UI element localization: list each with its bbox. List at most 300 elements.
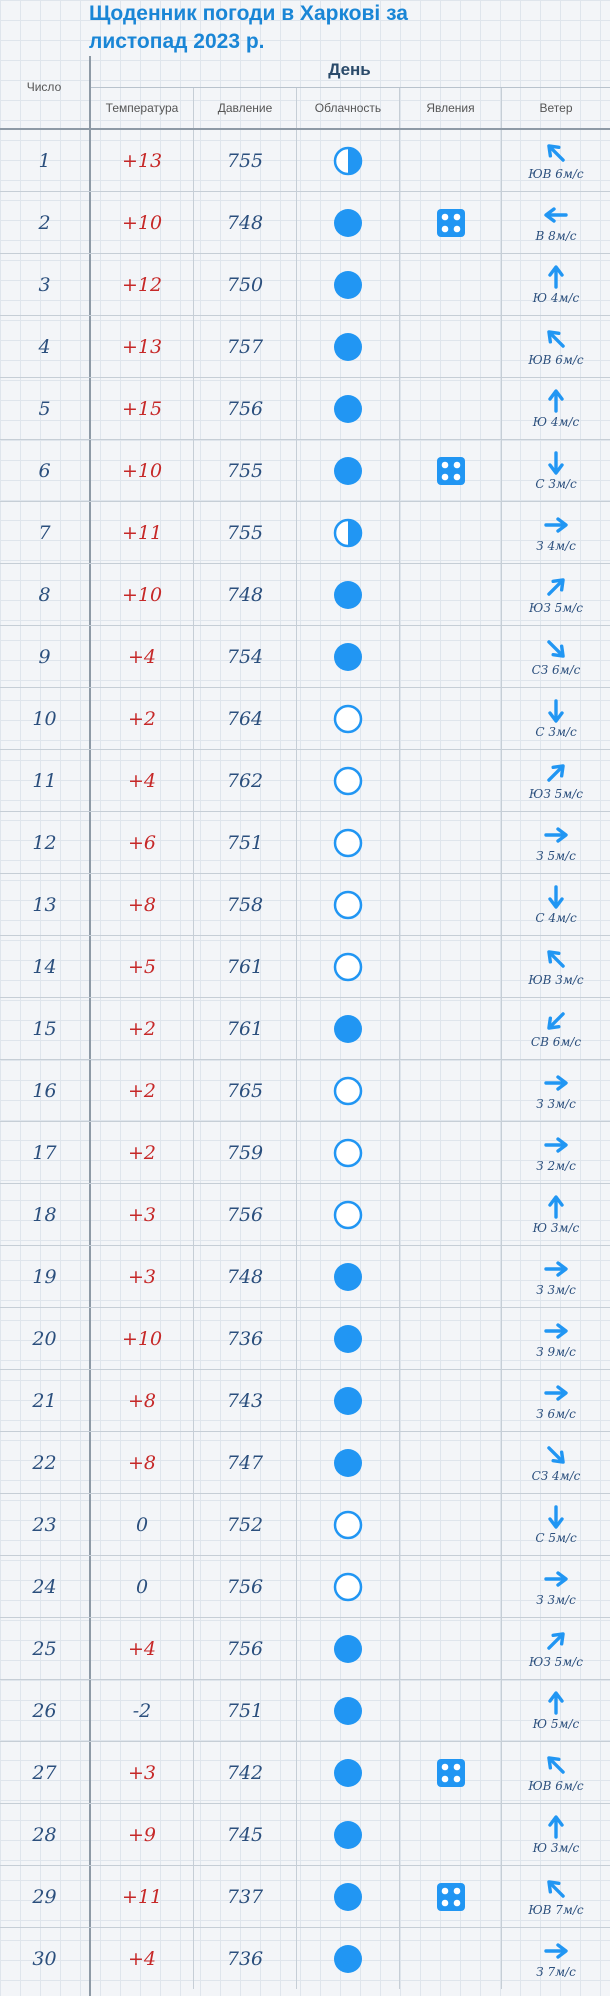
wind-arrow-s-icon bbox=[543, 450, 569, 476]
table-row bbox=[0, 1494, 610, 1556]
phenomena-cell bbox=[399, 812, 501, 873]
day-number: 9 bbox=[38, 645, 51, 668]
clear-sky-icon bbox=[332, 765, 364, 797]
table-row bbox=[0, 998, 610, 1060]
pressure-value: 737 bbox=[193, 1866, 296, 1927]
wind-text: ЮВ 6м/с bbox=[528, 167, 584, 181]
wind-arrow-se-icon bbox=[543, 636, 569, 662]
wind-cell bbox=[501, 1122, 610, 1183]
cloudiness-cell bbox=[296, 1308, 399, 1369]
wind-text: ЮЗ 5м/с bbox=[529, 1655, 583, 1669]
wind-arrow-ne-icon bbox=[543, 574, 569, 600]
cloudiness-cell bbox=[296, 812, 399, 873]
rain-icon bbox=[436, 456, 466, 486]
wind-text: З 4м/с bbox=[536, 539, 576, 553]
wind-text: З 3м/с bbox=[536, 1283, 576, 1297]
phenomena-cell bbox=[399, 1432, 501, 1493]
table-row bbox=[0, 192, 610, 254]
wind-cell bbox=[501, 1432, 610, 1493]
phenomena-cell bbox=[399, 1246, 501, 1307]
clear-sky-icon bbox=[332, 827, 364, 859]
temperature-value: +13 bbox=[121, 335, 163, 358]
pressure-value: 748 bbox=[193, 1246, 296, 1307]
overcast-icon bbox=[332, 1013, 364, 1045]
wind-text: Ю 4м/с bbox=[532, 291, 580, 305]
day-number: 5 bbox=[38, 397, 51, 420]
pressure-value: 756 bbox=[193, 378, 296, 439]
column-header-den: День bbox=[328, 60, 371, 79]
overcast-icon bbox=[332, 207, 364, 239]
cloudiness-cell bbox=[296, 1246, 399, 1307]
phenomena-cell bbox=[399, 1618, 501, 1679]
wind-arrow-nw-icon bbox=[543, 946, 569, 972]
pressure-value: 736 bbox=[193, 1928, 296, 1989]
wind-text: С 5м/с bbox=[535, 1531, 577, 1545]
phenomena-cell bbox=[399, 1680, 501, 1741]
wind-arrow-n-icon bbox=[543, 388, 569, 414]
phenomena-cell bbox=[399, 192, 501, 253]
rain-icon bbox=[436, 1882, 466, 1912]
clear-sky-icon bbox=[332, 1571, 364, 1603]
table-row bbox=[0, 378, 610, 440]
wind-cell bbox=[501, 440, 610, 501]
cloudiness-cell bbox=[296, 750, 399, 811]
partly-cloudy-icon bbox=[332, 517, 364, 549]
cloudiness-cell bbox=[296, 254, 399, 315]
pressure-value: 756 bbox=[193, 1556, 296, 1617]
temperature-value: +3 bbox=[127, 1761, 156, 1784]
phenomena-cell bbox=[399, 998, 501, 1059]
phenomena-cell bbox=[399, 1804, 501, 1865]
column-header-cloudiness: Облачность bbox=[296, 88, 399, 128]
day-number: 4 bbox=[38, 335, 51, 358]
day-number: 24 bbox=[32, 1575, 57, 1598]
temperature-value: +15 bbox=[121, 397, 163, 420]
cloudiness-cell bbox=[296, 1494, 399, 1555]
wind-cell bbox=[501, 1866, 610, 1927]
temperature-value: +3 bbox=[127, 1265, 156, 1288]
cloudiness-cell bbox=[296, 1866, 399, 1927]
cloudiness-cell bbox=[296, 192, 399, 253]
page-title: Щоденник погоди в Харкові за листопад 2023 р. bbox=[89, 2, 408, 53]
table-row bbox=[0, 626, 610, 688]
wind-arrow-sw-icon bbox=[543, 1008, 569, 1034]
table-row bbox=[0, 502, 610, 564]
phenomena-cell bbox=[399, 1122, 501, 1183]
table-row bbox=[0, 440, 610, 502]
pressure-value: 748 bbox=[193, 564, 296, 625]
cloudiness-cell bbox=[296, 626, 399, 687]
phenomena-cell bbox=[399, 1742, 501, 1803]
wind-cell bbox=[501, 936, 610, 997]
table-row bbox=[0, 1680, 610, 1742]
cloudiness-cell bbox=[296, 1556, 399, 1617]
phenomena-cell bbox=[399, 440, 501, 501]
day-number: 27 bbox=[32, 1761, 57, 1784]
wind-text: С 3м/с bbox=[535, 725, 577, 739]
table-row bbox=[0, 1122, 610, 1184]
table-row bbox=[0, 1742, 610, 1804]
wind-cell bbox=[501, 1804, 610, 1865]
rain-icon bbox=[436, 1758, 466, 1788]
table-row bbox=[0, 688, 610, 750]
table-row bbox=[0, 316, 610, 378]
temperature-value: +3 bbox=[127, 1203, 156, 1226]
temperature-value: +10 bbox=[121, 459, 163, 482]
temperature-value: +2 bbox=[127, 707, 156, 730]
column-header-pressure: Давление bbox=[193, 88, 296, 128]
temperature-value: +11 bbox=[121, 1885, 163, 1908]
pressure-value: 751 bbox=[193, 812, 296, 873]
wind-cell bbox=[501, 1680, 610, 1741]
wind-cell bbox=[501, 1184, 610, 1245]
pressure-value: 743 bbox=[193, 1370, 296, 1431]
wind-arrow-e-icon bbox=[543, 822, 569, 848]
day-number: 16 bbox=[32, 1079, 57, 1102]
phenomena-cell bbox=[399, 1184, 501, 1245]
wind-text: Ю 3м/с bbox=[532, 1841, 580, 1855]
phenomena-cell bbox=[399, 1928, 501, 1989]
overcast-icon bbox=[332, 331, 364, 363]
wind-text: ЮВ 6м/с bbox=[528, 353, 584, 367]
pressure-value: 755 bbox=[193, 130, 296, 191]
clear-sky-icon bbox=[332, 1075, 364, 1107]
cloudiness-cell bbox=[296, 1928, 399, 1989]
overcast-icon bbox=[332, 1695, 364, 1727]
temperature-value: +4 bbox=[127, 645, 156, 668]
pressure-value: 765 bbox=[193, 1060, 296, 1121]
temperature-value: +10 bbox=[121, 583, 163, 606]
wind-text: СВ 6м/с bbox=[530, 1035, 582, 1049]
cloudiness-cell bbox=[296, 378, 399, 439]
overcast-icon bbox=[332, 1261, 364, 1293]
wind-cell bbox=[501, 1246, 610, 1307]
wind-cell bbox=[501, 564, 610, 625]
temperature-value: -2 bbox=[132, 1699, 152, 1722]
cloudiness-cell bbox=[296, 1370, 399, 1431]
pressure-value: 754 bbox=[193, 626, 296, 687]
temperature-value: +4 bbox=[127, 1947, 156, 1970]
day-number: 15 bbox=[32, 1017, 57, 1040]
day-number: 26 bbox=[32, 1699, 57, 1722]
cloudiness-cell bbox=[296, 1680, 399, 1741]
column-header-chislo: Число bbox=[26, 80, 62, 94]
day-number: 3 bbox=[38, 273, 51, 296]
wind-text: ЮЗ 5м/с bbox=[529, 787, 583, 801]
day-number: 2 bbox=[38, 211, 51, 234]
phenomena-cell bbox=[399, 1866, 501, 1927]
pressure-value: 756 bbox=[193, 1184, 296, 1245]
wind-cell bbox=[501, 1742, 610, 1803]
column-header-phenomena: Явления bbox=[399, 88, 501, 128]
table-row bbox=[0, 874, 610, 936]
wind-arrow-ne-icon bbox=[543, 760, 569, 786]
day-number: 18 bbox=[32, 1203, 57, 1226]
wind-text: СЗ 6м/с bbox=[531, 663, 581, 677]
overcast-icon bbox=[332, 1633, 364, 1665]
table-row bbox=[0, 1060, 610, 1122]
wind-cell bbox=[501, 688, 610, 749]
phenomena-cell bbox=[399, 936, 501, 997]
clear-sky-icon bbox=[332, 1509, 364, 1541]
table-row bbox=[0, 564, 610, 626]
cloudiness-cell bbox=[296, 936, 399, 997]
wind-arrow-e-icon bbox=[543, 1380, 569, 1406]
temperature-value: +8 bbox=[127, 1389, 156, 1412]
pressure-value: 747 bbox=[193, 1432, 296, 1493]
column-header-wind: Ветер bbox=[501, 88, 610, 128]
wind-arrow-e-icon bbox=[543, 1566, 569, 1592]
day-number: 17 bbox=[32, 1141, 57, 1164]
day-number: 28 bbox=[32, 1823, 57, 1846]
partly-cloudy-icon bbox=[332, 145, 364, 177]
cloudiness-cell bbox=[296, 130, 399, 191]
table-row bbox=[0, 1246, 610, 1308]
wind-cell bbox=[501, 1308, 610, 1369]
day-number: 25 bbox=[32, 1637, 57, 1660]
phenomena-cell bbox=[399, 316, 501, 377]
temperature-value: +8 bbox=[127, 1451, 156, 1474]
temperature-value: 0 bbox=[135, 1575, 149, 1598]
wind-arrow-e-icon bbox=[543, 1318, 569, 1344]
cloudiness-cell bbox=[296, 874, 399, 935]
cloudiness-cell bbox=[296, 998, 399, 1059]
table-row bbox=[0, 936, 610, 998]
wind-text: С 3м/с bbox=[535, 477, 577, 491]
day-number: 21 bbox=[32, 1389, 57, 1412]
pressure-value: 762 bbox=[193, 750, 296, 811]
temperature-value: +2 bbox=[127, 1017, 156, 1040]
cloudiness-cell bbox=[296, 502, 399, 563]
clear-sky-icon bbox=[332, 1137, 364, 1169]
temperature-value: +11 bbox=[121, 521, 163, 544]
clear-sky-icon bbox=[332, 889, 364, 921]
wind-arrow-e-icon bbox=[543, 512, 569, 538]
day-number: 7 bbox=[38, 521, 51, 544]
wind-text: ЮВ 7м/с bbox=[528, 1903, 584, 1917]
wind-cell bbox=[501, 1370, 610, 1431]
phenomena-cell bbox=[399, 1370, 501, 1431]
wind-cell bbox=[501, 1618, 610, 1679]
wind-text: З 3м/с bbox=[536, 1097, 576, 1111]
pressure-value: 758 bbox=[193, 874, 296, 935]
temperature-value: +8 bbox=[127, 893, 156, 916]
table-row bbox=[0, 812, 610, 874]
temperature-value: +6 bbox=[127, 831, 156, 854]
temperature-value: +5 bbox=[127, 955, 156, 978]
table-row bbox=[0, 750, 610, 812]
overcast-icon bbox=[332, 579, 364, 611]
cloudiness-cell bbox=[296, 1742, 399, 1803]
table-row bbox=[0, 1618, 610, 1680]
pressure-value: 756 bbox=[193, 1618, 296, 1679]
cloudiness-cell bbox=[296, 440, 399, 501]
wind-text: З 6м/с bbox=[536, 1407, 576, 1421]
overcast-icon bbox=[332, 1385, 364, 1417]
wind-text: В 8м/с bbox=[535, 229, 577, 243]
phenomena-cell bbox=[399, 626, 501, 687]
table-row bbox=[0, 1556, 610, 1618]
wind-arrow-nw-icon bbox=[543, 1876, 569, 1902]
wind-arrow-s-icon bbox=[543, 1504, 569, 1530]
pressure-value: 757 bbox=[193, 316, 296, 377]
phenomena-cell bbox=[399, 1556, 501, 1617]
temperature-value: +10 bbox=[121, 211, 163, 234]
overcast-icon bbox=[332, 393, 364, 425]
pressure-value: 761 bbox=[193, 998, 296, 1059]
wind-cell bbox=[501, 1494, 610, 1555]
clear-sky-icon bbox=[332, 1199, 364, 1231]
phenomena-cell bbox=[399, 688, 501, 749]
wind-cell bbox=[501, 1060, 610, 1121]
cloudiness-cell bbox=[296, 1432, 399, 1493]
day-number: 11 bbox=[32, 769, 57, 792]
wind-cell bbox=[501, 750, 610, 811]
wind-text: СЗ 4м/с bbox=[531, 1469, 581, 1483]
wind-text: З 9м/с bbox=[536, 1345, 576, 1359]
phenomena-cell bbox=[399, 1308, 501, 1369]
wind-cell bbox=[501, 1928, 610, 1989]
wind-text: Ю 4м/с bbox=[532, 415, 580, 429]
wind-cell bbox=[501, 254, 610, 315]
wind-text: З 5м/с bbox=[536, 849, 576, 863]
table-row bbox=[0, 130, 610, 192]
wind-text: З 3м/с bbox=[536, 1593, 576, 1607]
temperature-value: +9 bbox=[127, 1823, 156, 1846]
wind-cell bbox=[501, 192, 610, 253]
wind-cell bbox=[501, 998, 610, 1059]
wind-arrow-se-icon bbox=[543, 1442, 569, 1468]
overcast-icon bbox=[332, 1323, 364, 1355]
wind-text: З 7м/с bbox=[536, 1965, 576, 1979]
cloudiness-cell bbox=[296, 1804, 399, 1865]
phenomena-cell bbox=[399, 254, 501, 315]
temperature-value: +4 bbox=[127, 1637, 156, 1660]
day-number: 14 bbox=[32, 955, 57, 978]
pressure-value: 761 bbox=[193, 936, 296, 997]
overcast-icon bbox=[332, 269, 364, 301]
day-number: 1 bbox=[38, 149, 51, 172]
rain-icon bbox=[436, 208, 466, 238]
wind-cell bbox=[501, 378, 610, 439]
column-header-temperature: Температура bbox=[105, 101, 179, 115]
overcast-icon bbox=[332, 1447, 364, 1479]
phenomena-cell bbox=[399, 378, 501, 439]
overcast-icon bbox=[332, 641, 364, 673]
phenomena-cell bbox=[399, 130, 501, 191]
overcast-icon bbox=[332, 1819, 364, 1851]
temperature-value: +4 bbox=[127, 769, 156, 792]
table-row bbox=[0, 1184, 610, 1246]
day-number: 12 bbox=[32, 831, 57, 854]
pressure-value: 745 bbox=[193, 1804, 296, 1865]
cloudiness-cell bbox=[296, 1618, 399, 1679]
wind-cell bbox=[501, 130, 610, 191]
day-number: 29 bbox=[32, 1885, 57, 1908]
phenomena-cell bbox=[399, 564, 501, 625]
cloudiness-cell bbox=[296, 1060, 399, 1121]
day-number: 6 bbox=[38, 459, 51, 482]
cloudiness-cell bbox=[296, 1184, 399, 1245]
table-row bbox=[0, 1432, 610, 1494]
day-number: 20 bbox=[32, 1327, 57, 1350]
wind-text: ЮВ 6м/с bbox=[528, 1779, 584, 1793]
table-row bbox=[0, 1308, 610, 1370]
table-row bbox=[0, 254, 610, 316]
temperature-value: 0 bbox=[135, 1513, 149, 1536]
pressure-value: 750 bbox=[193, 254, 296, 315]
wind-cell bbox=[501, 812, 610, 873]
day-number: 23 bbox=[32, 1513, 57, 1536]
wind-arrow-w-icon bbox=[543, 202, 569, 228]
wind-arrow-nw-icon bbox=[543, 326, 569, 352]
phenomena-cell bbox=[399, 874, 501, 935]
overcast-icon bbox=[332, 1943, 364, 1975]
pressure-value: 755 bbox=[193, 502, 296, 563]
table-row bbox=[0, 1370, 610, 1432]
temperature-value: +2 bbox=[127, 1079, 156, 1102]
day-number: 8 bbox=[38, 583, 51, 606]
wind-arrow-n-icon bbox=[543, 264, 569, 290]
cloudiness-cell bbox=[296, 1122, 399, 1183]
pressure-value: 755 bbox=[193, 440, 296, 501]
wind-arrow-e-icon bbox=[543, 1132, 569, 1158]
day-number: 19 bbox=[32, 1265, 57, 1288]
temperature-value: +12 bbox=[121, 273, 163, 296]
table-row bbox=[0, 1928, 610, 1990]
wind-text: Ю 5м/с bbox=[532, 1717, 580, 1731]
weather-table bbox=[0, 130, 610, 1990]
wind-arrow-n-icon bbox=[543, 1690, 569, 1716]
clear-sky-icon bbox=[332, 951, 364, 983]
wind-arrow-s-icon bbox=[543, 884, 569, 910]
wind-arrow-n-icon bbox=[543, 1194, 569, 1220]
overcast-icon bbox=[332, 455, 364, 487]
day-number: 22 bbox=[32, 1451, 57, 1474]
wind-arrow-nw-icon bbox=[543, 1752, 569, 1778]
phenomena-cell bbox=[399, 750, 501, 811]
overcast-icon bbox=[332, 1881, 364, 1913]
temperature-value: +2 bbox=[127, 1141, 156, 1164]
pressure-value: 752 bbox=[193, 1494, 296, 1555]
phenomena-cell bbox=[399, 1060, 501, 1121]
phenomena-cell bbox=[399, 502, 501, 563]
wind-text: Ю 3м/с bbox=[532, 1221, 580, 1235]
overcast-icon bbox=[332, 1757, 364, 1789]
cloudiness-cell bbox=[296, 564, 399, 625]
wind-arrow-e-icon bbox=[543, 1938, 569, 1964]
table-row bbox=[0, 1804, 610, 1866]
wind-cell bbox=[501, 1556, 610, 1617]
wind-cell bbox=[501, 316, 610, 377]
temperature-value: +13 bbox=[121, 149, 163, 172]
wind-text: ЮВ 3м/с bbox=[528, 973, 584, 987]
wind-text: ЮЗ 5м/с bbox=[529, 601, 583, 615]
clear-sky-icon bbox=[332, 703, 364, 735]
wind-arrow-e-icon bbox=[543, 1070, 569, 1096]
table-row bbox=[0, 1866, 610, 1928]
cloudiness-cell bbox=[296, 688, 399, 749]
wind-arrow-e-icon bbox=[543, 1256, 569, 1282]
wind-arrow-nw-icon bbox=[543, 140, 569, 166]
pressure-value: 759 bbox=[193, 1122, 296, 1183]
wind-arrow-n-icon bbox=[543, 1814, 569, 1840]
wind-cell bbox=[501, 874, 610, 935]
pressure-value: 764 bbox=[193, 688, 296, 749]
wind-text: З 2м/с bbox=[536, 1159, 576, 1173]
phenomena-cell bbox=[399, 1494, 501, 1555]
pressure-value: 748 bbox=[193, 192, 296, 253]
